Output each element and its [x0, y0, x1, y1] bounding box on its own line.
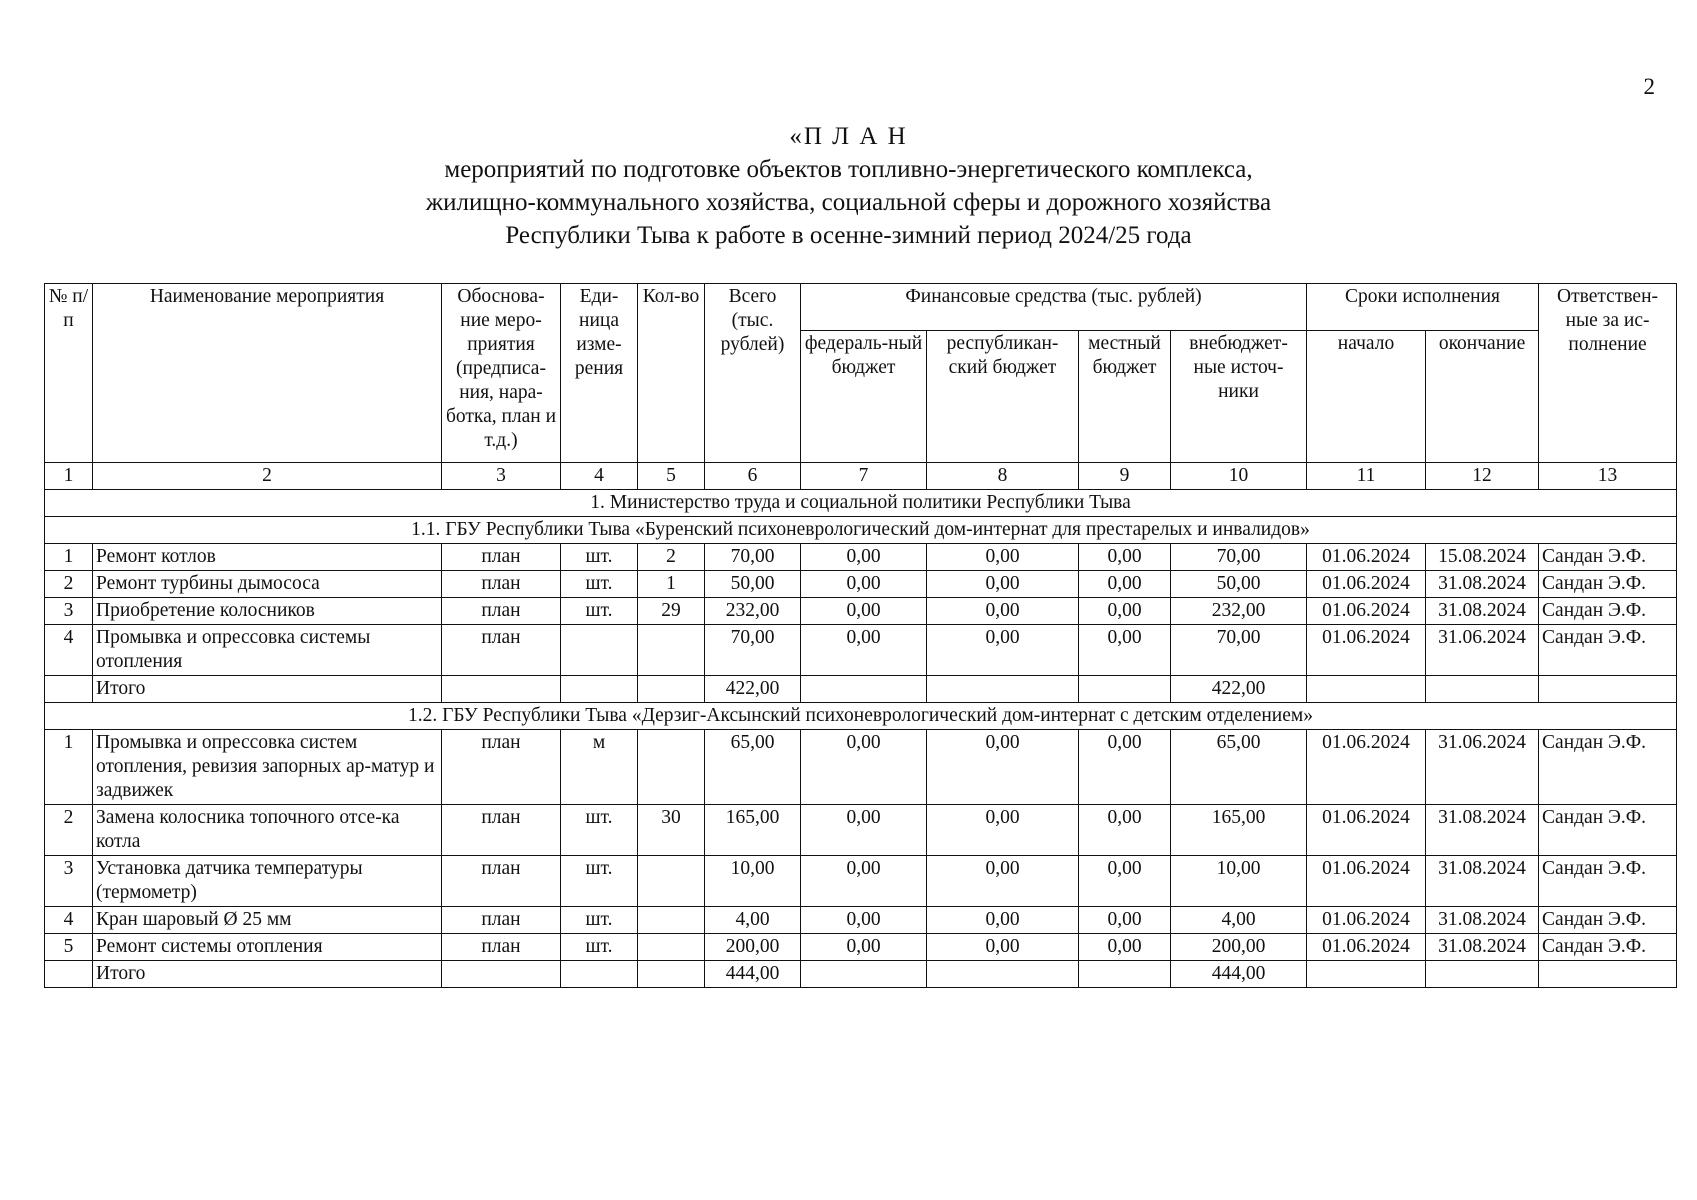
cell-end: 31.08.2024	[1426, 934, 1539, 961]
empty-cell	[638, 676, 705, 703]
cell-unit: шт.	[561, 856, 638, 907]
cell-unit: шт.	[561, 934, 638, 961]
column-number: 8	[927, 463, 1079, 490]
cell-name: Промывка и опрессовка систем отопления, ревизия запорных ар-матур и задвижек	[93, 730, 442, 805]
cell-total: 70,00	[705, 625, 801, 676]
cell-total: 200,00	[705, 934, 801, 961]
cell-total: 65,00	[705, 730, 801, 805]
header-republic: республикан-ский бюджет	[927, 331, 1079, 463]
cell-local: 0,00	[1079, 730, 1171, 805]
cell-basis: план	[442, 856, 561, 907]
cell-qty: 1	[638, 571, 705, 598]
empty-cell	[801, 961, 927, 988]
cell-local: 0,00	[1079, 934, 1171, 961]
column-number: 9	[1079, 463, 1171, 490]
header-offbudget: внебюджет-ные источ-ники	[1171, 331, 1307, 463]
column-number: 13	[1539, 463, 1677, 490]
cell-end: 31.08.2024	[1426, 598, 1539, 625]
table-row	[45, 907, 1677, 934]
cell-republic: 0,00	[927, 544, 1079, 571]
cell-republic: 0,00	[927, 856, 1079, 907]
total-row	[45, 676, 1677, 703]
cell-local: 0,00	[1079, 856, 1171, 907]
section-row	[45, 490, 1677, 517]
table-row	[45, 544, 1677, 571]
title-line-2: мероприятий по подготовке объектов топливно-энергетического комплекса,	[444, 156, 1253, 183]
cell-no: 3	[45, 598, 93, 625]
column-number: 6	[705, 463, 801, 490]
cell-name: Ремонт котлов	[93, 544, 442, 571]
cell-end: 15.08.2024	[1426, 544, 1539, 571]
cell-basis: план	[442, 934, 561, 961]
cell-total: 232,00	[705, 598, 801, 625]
cell-end: 31.08.2024	[1426, 856, 1539, 907]
cell-offbudget: 50,00	[1171, 571, 1307, 598]
cell-total: 165,00	[705, 805, 801, 856]
cell-no: 4	[45, 625, 93, 676]
cell-unit: шт.	[561, 544, 638, 571]
empty-cell	[1079, 676, 1171, 703]
cell-no: 5	[45, 934, 93, 961]
cell-start: 01.06.2024	[1307, 730, 1426, 805]
cell-start: 01.06.2024	[1307, 934, 1426, 961]
cell-unit: м	[561, 730, 638, 805]
cell-republic: 0,00	[927, 934, 1079, 961]
cell-local: 0,00	[1079, 598, 1171, 625]
empty-cell	[1539, 676, 1677, 703]
cell-basis: план	[442, 598, 561, 625]
cell-total: 70,00	[705, 544, 801, 571]
cell-federal: 0,00	[801, 544, 927, 571]
cell-federal: 0,00	[801, 571, 927, 598]
cell-local: 0,00	[1079, 625, 1171, 676]
cell-responsible: Сандан Э.Ф.	[1539, 856, 1677, 907]
cell-basis: план	[442, 805, 561, 856]
table-row	[45, 934, 1677, 961]
cell-qty	[638, 856, 705, 907]
document-title	[0, 120, 1697, 252]
cell-offbudget: 70,00	[1171, 625, 1307, 676]
cell-end: 31.06.2024	[1426, 625, 1539, 676]
cell-no: 1	[45, 730, 93, 805]
cell-unit	[561, 625, 638, 676]
column-number: 2	[93, 463, 442, 490]
cell-local: 0,00	[1079, 544, 1171, 571]
cell-responsible: Сандан Э.Ф.	[1539, 730, 1677, 805]
column-number: 11	[1307, 463, 1426, 490]
cell-offbudget: 200,00	[1171, 934, 1307, 961]
cell-offbudget: 4,00	[1171, 907, 1307, 934]
cell-qty	[638, 625, 705, 676]
header-no: № п/п	[45, 284, 93, 463]
plan-table	[44, 283, 1677, 988]
cell-no: 2	[45, 805, 93, 856]
cell-end: 31.08.2024	[1426, 907, 1539, 934]
cell-no: 1	[45, 544, 93, 571]
total-offbudget: 422,00	[1171, 676, 1307, 703]
header-federal: федераль-ный бюджет	[801, 331, 927, 463]
empty-cell	[927, 676, 1079, 703]
cell-offbudget: 165,00	[1171, 805, 1307, 856]
cell-name: Установка датчика температуры (термометр)	[93, 856, 442, 907]
column-number: 5	[638, 463, 705, 490]
empty-cell	[561, 961, 638, 988]
title-line-1: «П Л А Н	[789, 123, 908, 150]
cell-offbudget: 232,00	[1171, 598, 1307, 625]
empty-cell	[1426, 961, 1539, 988]
cell-local: 0,00	[1079, 571, 1171, 598]
total-label: Итого	[93, 676, 442, 703]
cell-responsible: Сандан Э.Ф.	[1539, 571, 1677, 598]
cell-responsible: Сандан Э.Ф.	[1539, 907, 1677, 934]
empty-cell	[1079, 961, 1171, 988]
cell-start: 01.06.2024	[1307, 571, 1426, 598]
header-finance: Финансовые средства (тыс. рублей)	[801, 284, 1307, 331]
empty-cell	[45, 961, 93, 988]
empty-cell	[801, 676, 927, 703]
cell-qty: 30	[638, 805, 705, 856]
empty-cell	[45, 676, 93, 703]
cell-federal: 0,00	[801, 805, 927, 856]
total-offbudget: 444,00	[1171, 961, 1307, 988]
column-number: 1	[45, 463, 93, 490]
cell-local: 0,00	[1079, 907, 1171, 934]
cell-no: 4	[45, 907, 93, 934]
column-number: 12	[1426, 463, 1539, 490]
empty-cell	[442, 676, 561, 703]
table-row	[45, 730, 1677, 805]
cell-offbudget: 70,00	[1171, 544, 1307, 571]
section-title: 1. Министерство труда и социальной политики Республики Тыва	[45, 490, 1677, 517]
cell-federal: 0,00	[801, 907, 927, 934]
table-row	[45, 805, 1677, 856]
cell-republic: 0,00	[927, 805, 1079, 856]
column-numbers-row	[45, 463, 1677, 490]
cell-republic: 0,00	[927, 907, 1079, 934]
cell-republic: 0,00	[927, 571, 1079, 598]
header-total: Всего (тыс. рублей)	[705, 284, 801, 463]
cell-total: 4,00	[705, 907, 801, 934]
cell-republic: 0,00	[927, 625, 1079, 676]
cell-offbudget: 10,00	[1171, 856, 1307, 907]
cell-end: 31.08.2024	[1426, 805, 1539, 856]
total-total: 422,00	[705, 676, 801, 703]
cell-qty: 29	[638, 598, 705, 625]
cell-republic: 0,00	[927, 598, 1079, 625]
cell-no: 2	[45, 571, 93, 598]
title-line-3: жилищно-коммунального хозяйства, социальной сферы и дорожного хозяйства	[425, 189, 1272, 216]
table-row	[45, 856, 1677, 907]
cell-start: 01.06.2024	[1307, 625, 1426, 676]
total-row	[45, 961, 1677, 988]
table-row	[45, 571, 1677, 598]
header-basis: Обоснова-ние меро-приятия (предписа-ния, нара-ботка, план и т.д.)	[442, 284, 561, 463]
cell-responsible: Сандан Э.Ф.	[1539, 544, 1677, 571]
cell-name: Кран шаровый Ø 25 мм	[93, 907, 442, 934]
cell-federal: 0,00	[801, 856, 927, 907]
column-number: 4	[561, 463, 638, 490]
header-qty: Кол-во	[638, 284, 705, 463]
cell-basis: план	[442, 907, 561, 934]
total-label: Итого	[93, 961, 442, 988]
cell-name: Замена колосника топочного отсе-ка котла	[93, 805, 442, 856]
empty-cell	[927, 961, 1079, 988]
cell-unit: шт.	[561, 571, 638, 598]
cell-no: 3	[45, 856, 93, 907]
header-start: начало	[1307, 331, 1426, 463]
total-total: 444,00	[705, 961, 801, 988]
header-row-1	[45, 284, 1677, 331]
empty-cell	[1426, 676, 1539, 703]
cell-end: 31.08.2024	[1426, 571, 1539, 598]
empty-cell	[442, 961, 561, 988]
cell-basis: план	[442, 730, 561, 805]
header-unit: Еди-ница изме-рения	[561, 284, 638, 463]
cell-local: 0,00	[1079, 805, 1171, 856]
cell-start: 01.06.2024	[1307, 544, 1426, 571]
cell-total: 10,00	[705, 856, 801, 907]
cell-qty	[638, 730, 705, 805]
cell-responsible: Сандан Э.Ф.	[1539, 598, 1677, 625]
cell-responsible: Сандан Э.Ф.	[1539, 805, 1677, 856]
empty-cell	[1307, 961, 1426, 988]
empty-cell	[1307, 676, 1426, 703]
header-terms: Сроки исполнения	[1307, 284, 1539, 331]
subsection-title: 1.2. ГБУ Республики Тыва «Дерзиг-Аксынский психоневрологический дом-интернат с детским отделением»	[45, 703, 1677, 730]
cell-basis: план	[442, 544, 561, 571]
cell-unit: шт.	[561, 805, 638, 856]
title-line-4: Республики Тыва к работе в осенне-зимний период 2024/25 года	[505, 222, 1192, 249]
subsection-row	[45, 517, 1677, 544]
cell-responsible: Сандан Э.Ф.	[1539, 934, 1677, 961]
cell-qty: 2	[638, 544, 705, 571]
cell-responsible: Сандан Э.Ф.	[1539, 625, 1677, 676]
cell-start: 01.06.2024	[1307, 907, 1426, 934]
cell-unit: шт.	[561, 598, 638, 625]
table-row	[45, 625, 1677, 676]
cell-federal: 0,00	[801, 598, 927, 625]
cell-start: 01.06.2024	[1307, 598, 1426, 625]
empty-cell	[561, 676, 638, 703]
cell-start: 01.06.2024	[1307, 856, 1426, 907]
cell-qty	[638, 934, 705, 961]
cell-name: Ремонт турбины дымососа	[93, 571, 442, 598]
cell-qty	[638, 907, 705, 934]
subsection-title: 1.1. ГБУ Республики Тыва «Буренский психоневрологический дом-интернат для престарелых и инвалидов»	[45, 517, 1677, 544]
cell-name: Приобретение колосников	[93, 598, 442, 625]
cell-federal: 0,00	[801, 730, 927, 805]
empty-cell	[1539, 961, 1677, 988]
cell-federal: 0,00	[801, 934, 927, 961]
header-name: Наименование мероприятия	[93, 284, 442, 463]
header-end: окончание	[1426, 331, 1539, 463]
page-number: 2	[1643, 74, 1655, 99]
cell-start: 01.06.2024	[1307, 805, 1426, 856]
empty-cell	[638, 961, 705, 988]
cell-offbudget: 65,00	[1171, 730, 1307, 805]
header-responsible: Ответствен-ные за ис-полнение	[1539, 284, 1677, 463]
cell-total: 50,00	[705, 571, 801, 598]
column-number: 7	[801, 463, 927, 490]
column-number: 10	[1171, 463, 1307, 490]
cell-federal: 0,00	[801, 625, 927, 676]
cell-end: 31.06.2024	[1426, 730, 1539, 805]
table-row	[45, 598, 1677, 625]
cell-name: Ремонт системы отопления	[93, 934, 442, 961]
cell-unit: шт.	[561, 907, 638, 934]
cell-name: Промывка и опрессовка системы отопления	[93, 625, 442, 676]
cell-basis: план	[442, 625, 561, 676]
subsection-row	[45, 703, 1677, 730]
cell-basis: план	[442, 571, 561, 598]
header-local: местный бюджет	[1079, 331, 1171, 463]
cell-republic: 0,00	[927, 730, 1079, 805]
column-number: 3	[442, 463, 561, 490]
